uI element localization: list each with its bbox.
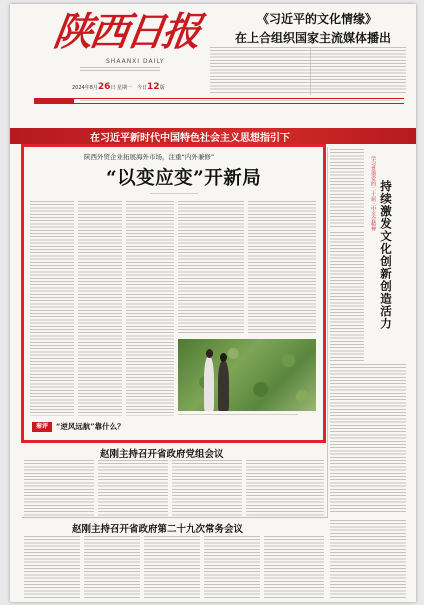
- lower1-text-col1: [24, 460, 94, 516]
- lower2-text-col2: [84, 536, 140, 598]
- lower2-text-col5: [264, 536, 324, 598]
- lower2-text-col1: [24, 536, 80, 598]
- top-headline-line1: 《习近平的文化情缘》: [256, 12, 377, 26]
- feature-text-col1: [30, 201, 74, 416]
- feature-text-col3: [126, 201, 174, 416]
- feature-photo: [178, 339, 316, 411]
- feature-kicker: 陕西外贸企业拓展海外市场，注重“内外兼修”: [84, 153, 215, 161]
- section-banner: [10, 128, 416, 144]
- top-headline-line2: 在上合组织国家主流媒体播出: [234, 31, 391, 45]
- masthead-slogan-lines: [80, 67, 160, 71]
- page-count: 12: [147, 82, 160, 92]
- lower1-text-col3: [172, 460, 242, 516]
- photo-person-1-head: [206, 349, 213, 358]
- lower1-text-col2: [98, 460, 168, 516]
- date-day: 26: [97, 82, 111, 92]
- info-bar-tag: [34, 99, 74, 103]
- right-title: 持续激发文化创新创造活力: [379, 180, 393, 330]
- feature-text-col5: [248, 201, 316, 335]
- lower2-text-col4: [204, 536, 260, 598]
- feature-text-col4: [178, 201, 244, 335]
- photo-person-2-head: [220, 353, 227, 362]
- photo-person-2: [218, 361, 229, 411]
- info-bar-text: [80, 100, 400, 102]
- right-text-block-3: [330, 364, 406, 514]
- right-text-block-4: [330, 520, 406, 598]
- right-text-block-1: [330, 149, 364, 229]
- commentary-tag: 秦评: [32, 422, 52, 432]
- lower1-text-col4: [246, 460, 324, 516]
- right-kicker: 学习贯彻党的二十届三中全会精神: [370, 156, 376, 231]
- feature-text-col2: [78, 201, 122, 416]
- lower-divider: [22, 517, 328, 518]
- right-text-block-2: [330, 232, 364, 362]
- feature-byline: [150, 193, 198, 196]
- right-column-divider: [327, 147, 328, 517]
- lower-headline-2: 赵刚主持召开省政府第二十九次常务会议: [72, 524, 244, 535]
- column-divider: [310, 47, 311, 95]
- lower2-text-col3: [144, 536, 200, 598]
- masthead-english-name: SHAANXI DAILY: [106, 58, 165, 65]
- dateline: 2024年8月26日 星期一 今日12版: [72, 82, 165, 92]
- section-banner-text: 在习近平新时代中国特色社会主义思想指引下: [90, 133, 290, 144]
- feature-title: “以变应变”开新局: [106, 168, 262, 189]
- info-bar: [34, 98, 404, 104]
- photo-caption: [178, 414, 298, 417]
- commentary-title: “逆风远航”靠什么？: [56, 422, 125, 431]
- lower-headline-1: 赵刚主持召开省政府党组会议: [100, 449, 224, 460]
- photo-person-1: [204, 357, 214, 411]
- top-article-text: [210, 47, 406, 95]
- newspaper-page: [10, 4, 416, 602]
- masthead-title: 陕西日报: [50, 9, 202, 55]
